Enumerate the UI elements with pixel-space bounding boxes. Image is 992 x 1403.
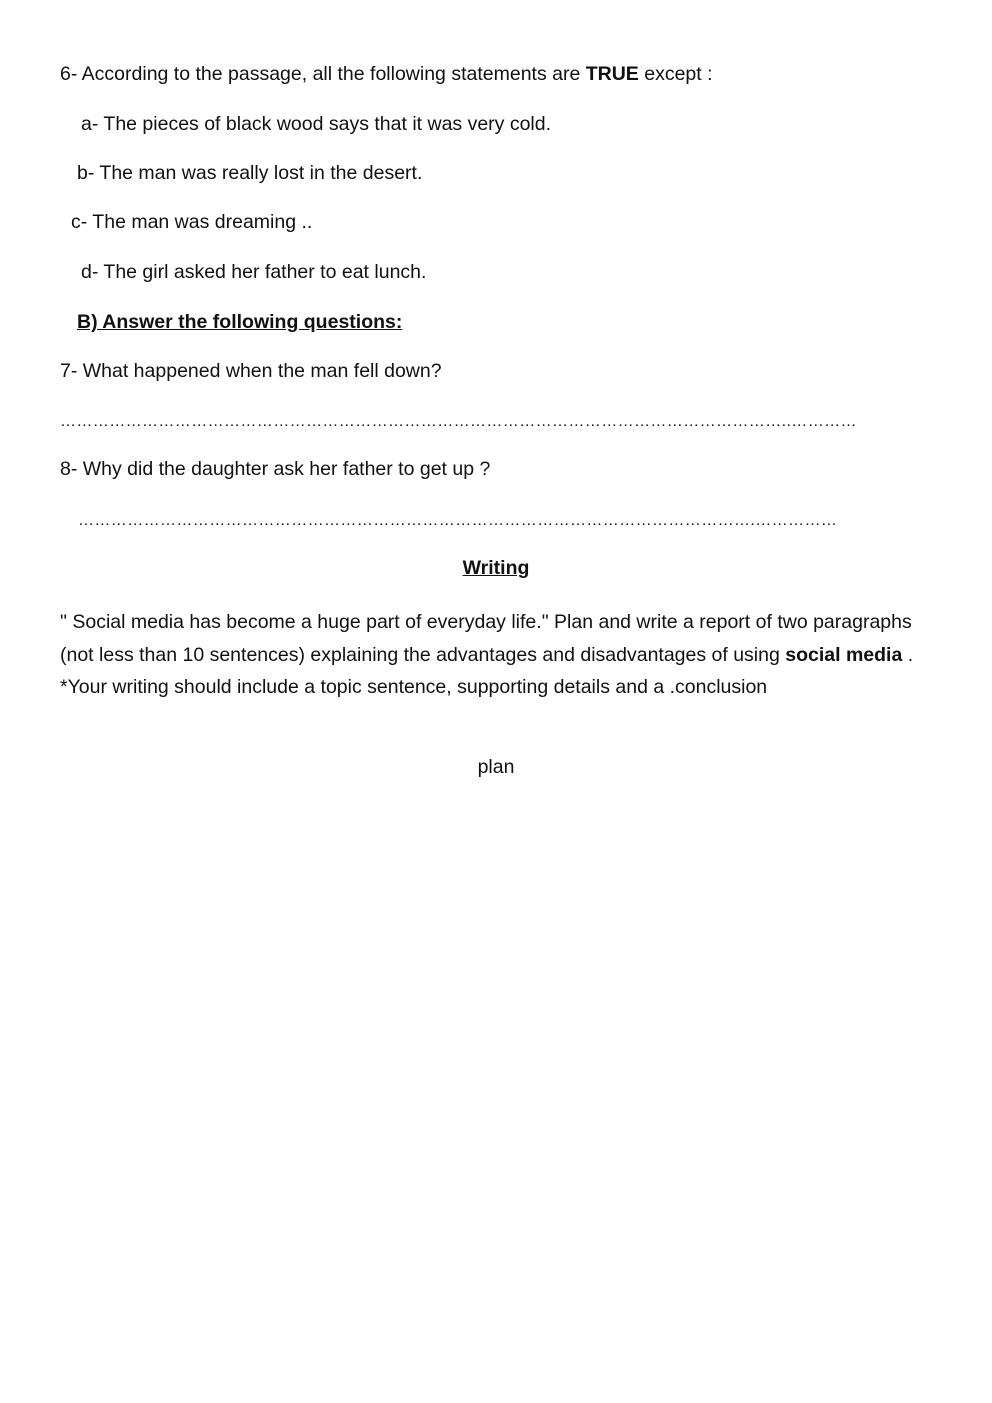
question-6-prefix: 6- According to the passage, all the following statements are (60, 63, 586, 85)
option-a: a- The pieces of black wood says that it was very cold. (81, 113, 552, 135)
writing-heading: Writing (462, 557, 530, 579)
question-6-suffix: except : (638, 63, 713, 85)
writing-prompt-emphasis: social media (785, 643, 903, 666)
section-b-heading: B) Answer the following questions: (77, 311, 403, 333)
writing-prompt-part2: . *Your writing should include a topic sentence, supporting details and a .conclusion (60, 643, 914, 698)
answer-line-7[interactable]: ……………………………………………………………………………………………………………………..………… (60, 413, 857, 430)
writing-prompt-part1: " Social media has become a huge part of everyday life." Plan and write a report of two paragraphs (not less than 10 sentences) explaining the advantages and disadvantages of using (60, 611, 912, 666)
option-b: b- The man was really lost in the desert. (77, 162, 423, 184)
option-d: d- The girl asked her father to eat lunch. (81, 261, 427, 283)
question-8: 8- Why did the daughter ask her father to get up ? (60, 458, 491, 480)
question-6-emphasis: TRUE (585, 63, 639, 85)
question-6 (60, 62, 713, 86)
answer-line-8[interactable]: …………………………………………………………………………………………………………….…………… (78, 512, 838, 529)
question-7: 7- What happened when the man fell down? (60, 360, 442, 382)
plan-label: plan (477, 756, 515, 778)
option-c: c- The man was dreaming .. (71, 211, 313, 233)
writing-prompt (60, 606, 935, 704)
